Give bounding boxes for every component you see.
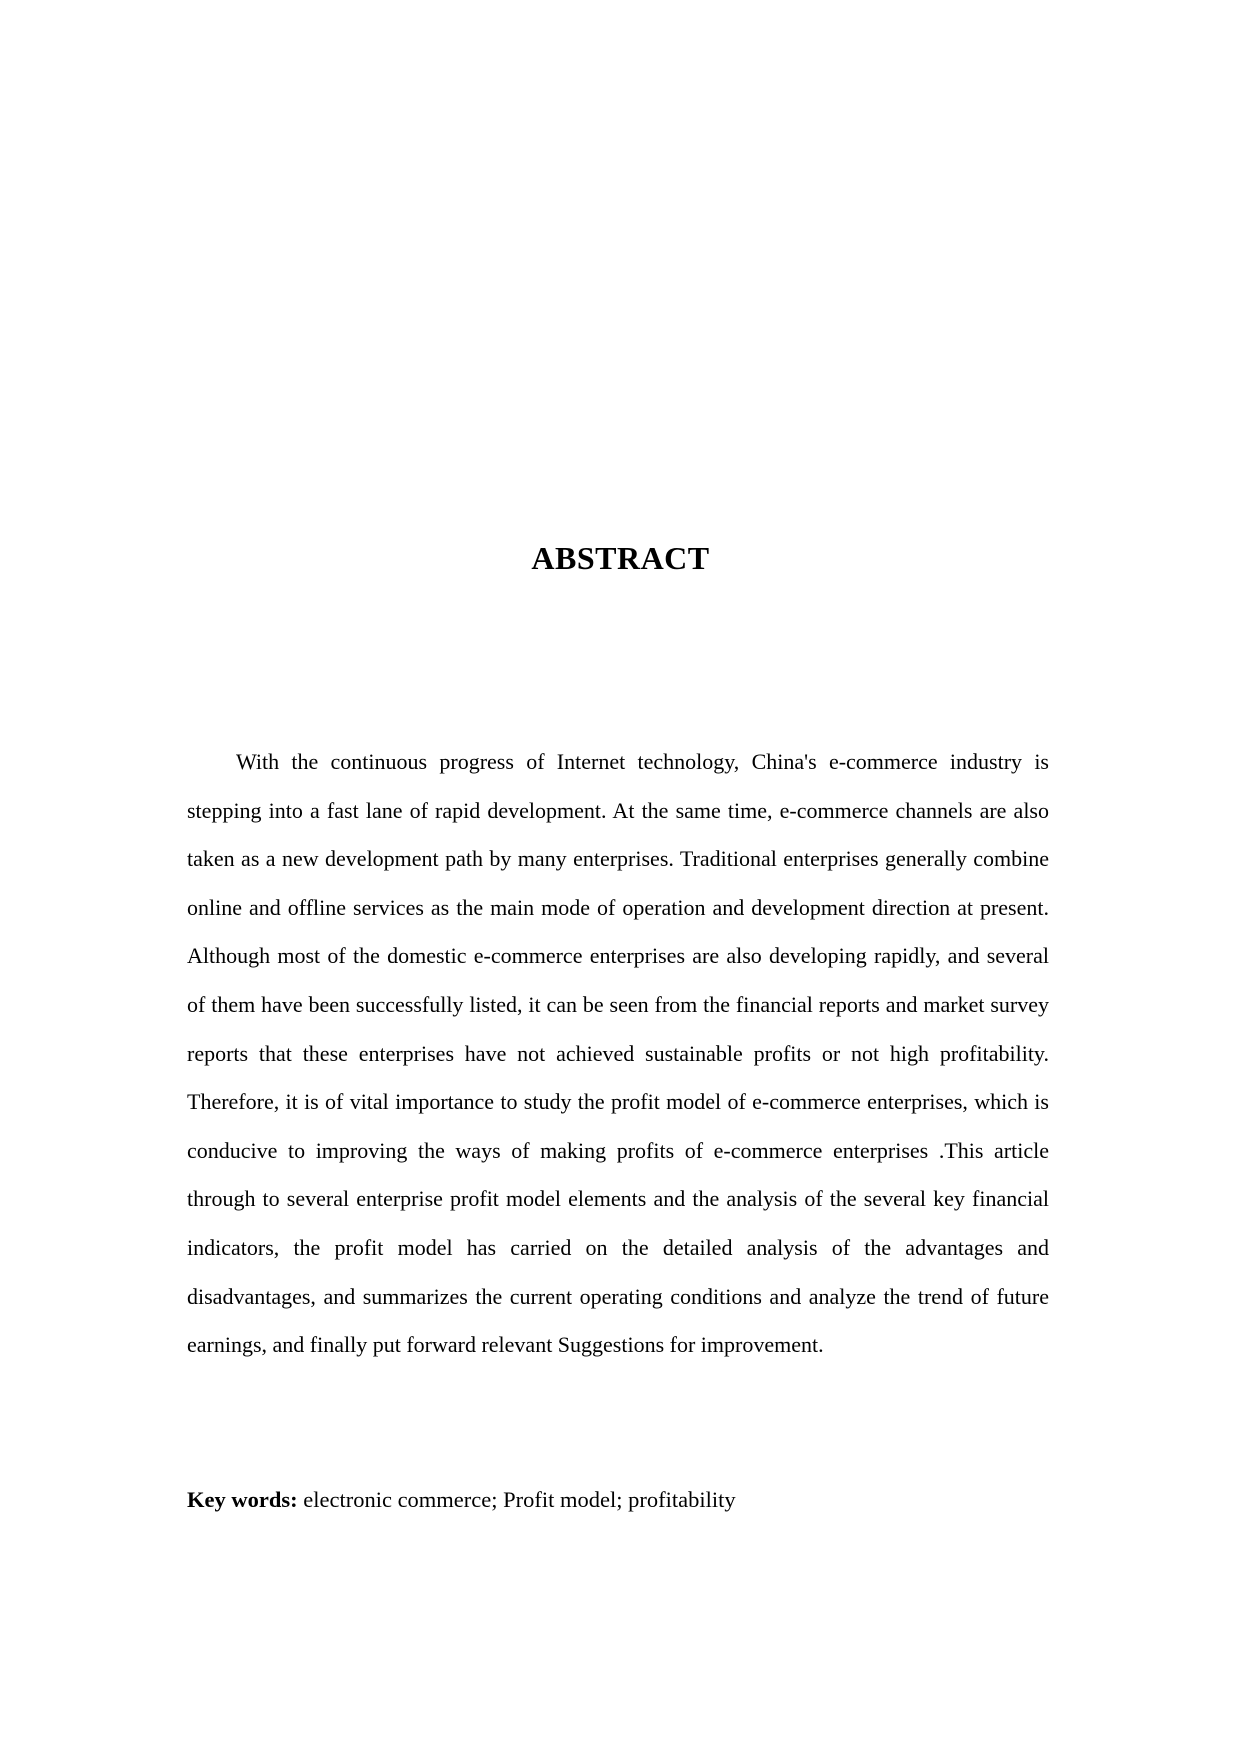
abstract-paragraph: With the continuous progress of Internet technology, China's e-commerce industry is stepping into a fast lane of rapid development. At the same time, e-commerce channels are also taken as a new development path by many enterprises. Traditional enterprises generally combine online and offline services as the main mode of operation and development direction at present. Although most of the domestic e-commerce enterprises are also developing rapidly, and several of them have been successfully listed, it can be seen from the financial reports and market survey reports that these enterprises have not achieved sustainable profits or not high profitability. Therefore, it is of vital importance to study the profit model of e-commerce enterprises, which is conducive to improving the ways of making profits of e-commerce enterprises .This article through to several enterprise profit model elements and the analysis of the several key financial indicators, the profit model has carried on the detailed analysis of the advantages and disadvantages, and summarizes the current operating conditions and analyze the trend of future earnings, and finally put forward relevant Suggestions for improvement. <box>187 749 1049 1358</box>
keywords-text: electronic commerce; Profit model; profitability <box>297 1487 736 1512</box>
keywords-line <box>187 1484 1049 1516</box>
abstract-title: ABSTRACT <box>531 540 710 576</box>
keywords-label: Key words: <box>187 1487 298 1512</box>
